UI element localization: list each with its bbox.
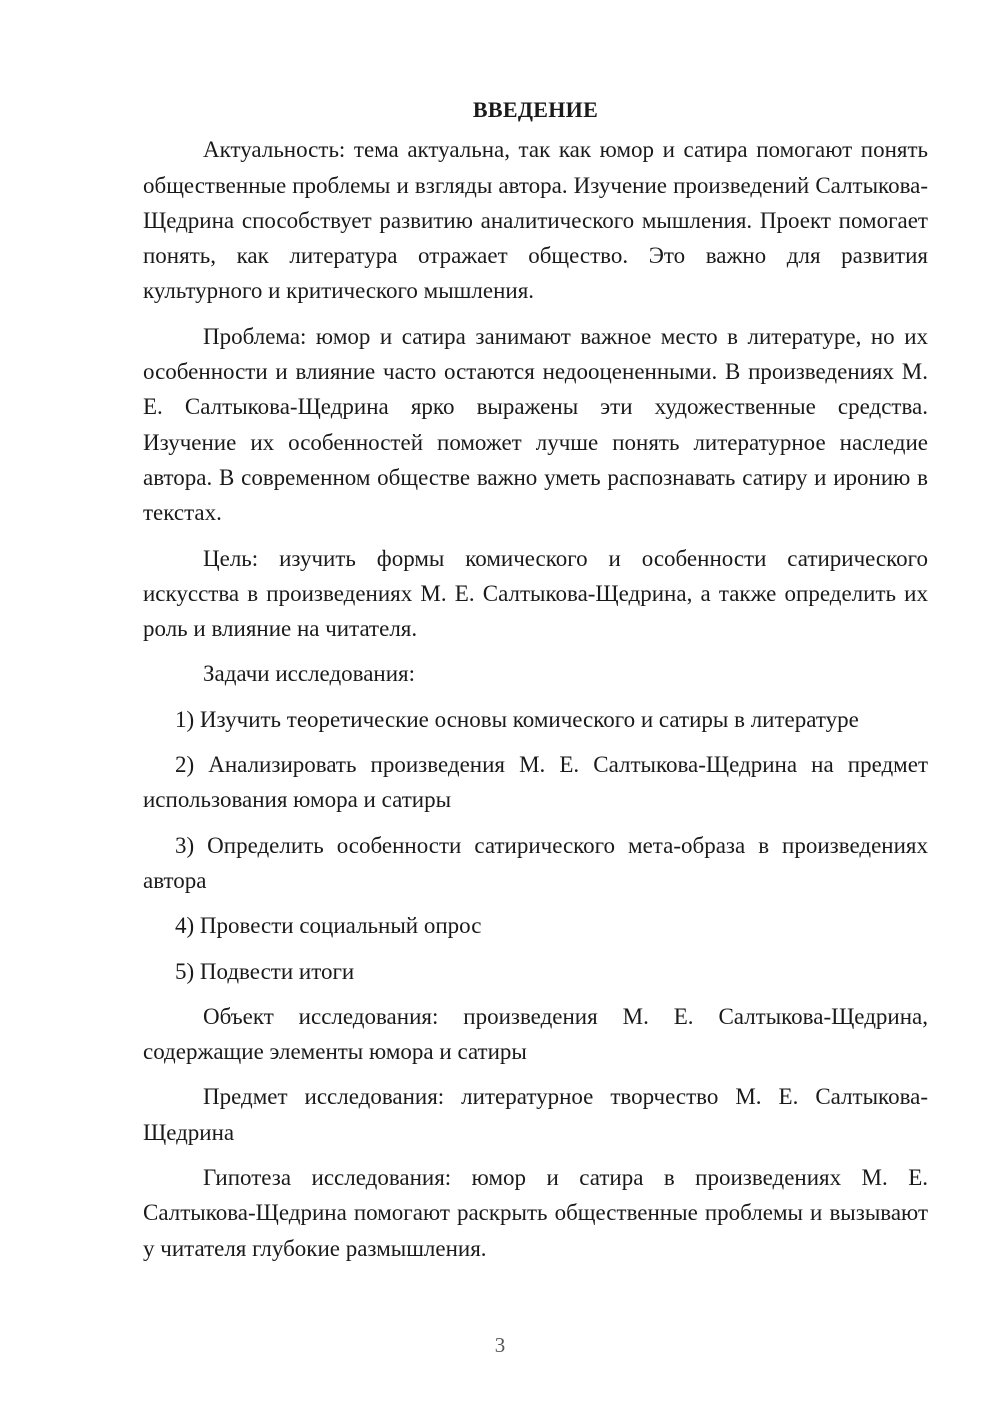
- object-paragraph: Объект исследования: произведения М. Е. Салтыкова-Щедрина, содержащие элементы юмора и сатиры: [143, 1003, 928, 1065]
- task-item-3: 3) Определить особенности сатирического мета-образа в произведениях автора: [143, 832, 928, 893]
- tasks-heading: Задачи исследования:: [203, 661, 416, 687]
- relevance-paragraph: Актуальность: тема актуальна, так как юмор и сатира помогают понять общественные проблемы и взгляды автора. Изучение произведений Салтыкова-Щедрина способствует развитию аналитического мышления. Проект помогает понять, как литература отражает общество. Это важно для развития культурного и критического мышления.: [143, 137, 928, 304]
- task-item-2: 2) Анализировать произведения М. Е. Салтыкова-Щедрина на предмет использования юмора и сатиры: [143, 752, 928, 813]
- section-title: ВВЕДЕНИЕ: [472, 97, 599, 122]
- task-item-5: 5) Подвести итоги: [175, 958, 355, 984]
- goal-paragraph: Цель: изучить формы комического и особенности сатирического искусства в произведениях М. Е. Салтыкова-Щедрина, а также определить их роль и влияние на читателя.: [143, 545, 928, 642]
- document-page: [143, 92, 928, 1276]
- subject-paragraph: Предмет исследования: литературное творчество М. Е. Салтыкова-Щедрина: [143, 1084, 928, 1145]
- problem-paragraph: Проблема: юмор и сатира занимают важное место в литературе, но их особенности и влияние часто остаются недооцененными. В произведениях М. Е. Салтыкова-Щедрина ярко выражены эти художественные средства. Изучение их особенностей поможет лучше понять литературное наследие автора. В современном обществе важно уметь распознавать сатиру и иронию в текстах.: [143, 323, 928, 526]
- task-item-1: 1) Изучить теоретические основы комического и сатиры в литературе: [175, 706, 859, 732]
- task-item-4: 4) Провести социальный опрос: [175, 913, 482, 939]
- hypothesis-paragraph: Гипотеза исследования: юмор и сатира в произведениях М. Е. Салтыкова-Щедрина помогают раскрыть общественные проблемы и вызывают у читателя глубокие размышления.: [143, 1165, 928, 1261]
- page-number: 3: [494, 1333, 506, 1357]
